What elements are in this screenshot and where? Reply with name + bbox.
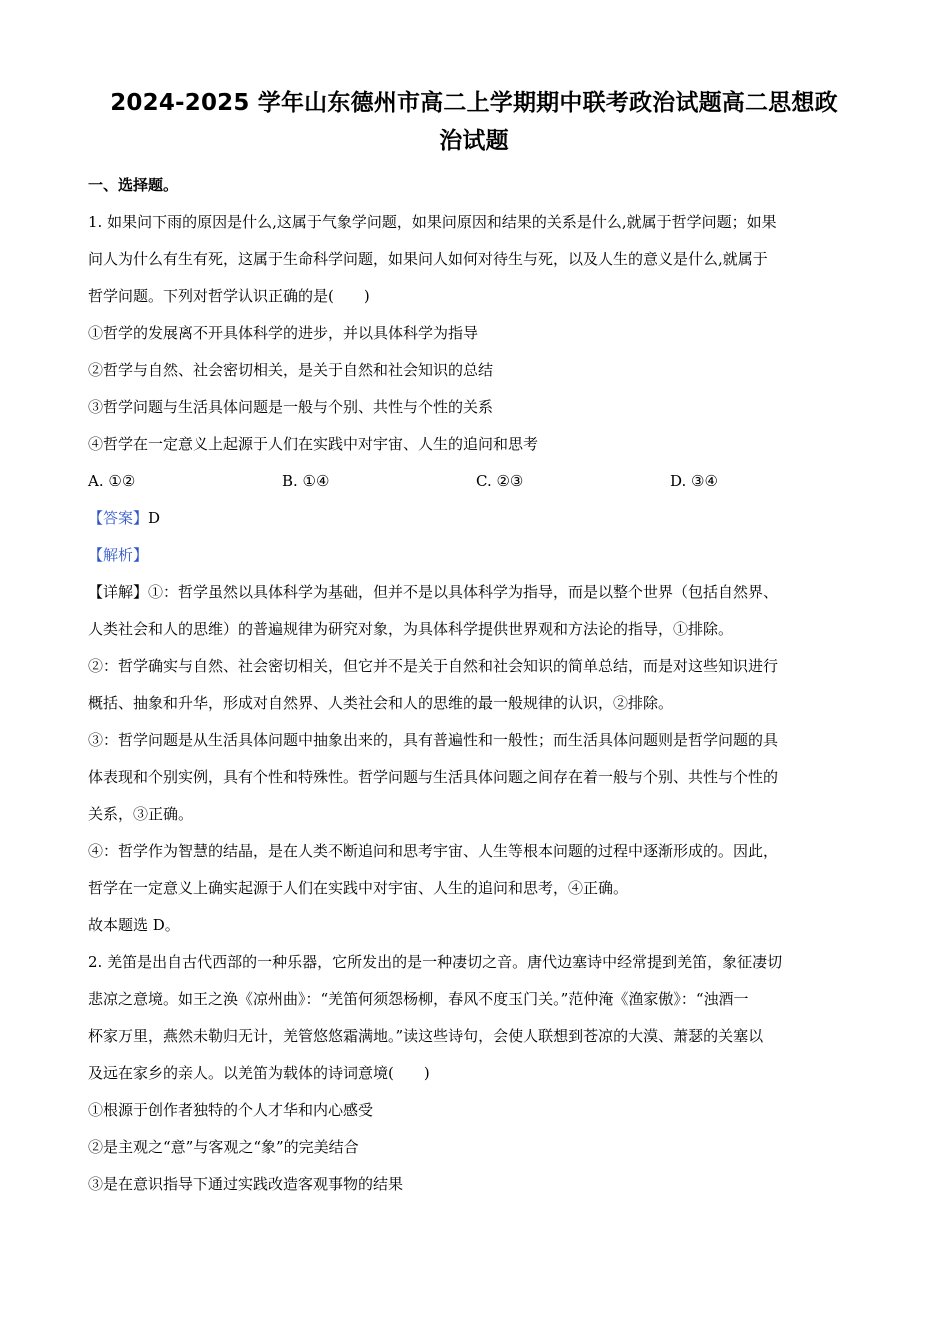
question-1-options bbox=[88, 463, 860, 500]
option-c: C. ②③ bbox=[476, 472, 524, 490]
detail-paragraph-2 bbox=[88, 648, 860, 722]
section-heading: 一、选择题。 bbox=[88, 176, 179, 194]
question-1-statement-1: ①哲学的发展离不开具体科学的进步，并以具体科学为指导 bbox=[88, 324, 479, 342]
detail-tag: 【详解】 bbox=[88, 583, 149, 601]
title-line-1: 2024-2025 学年山东德州市高二上学期期中联考政治试题高二思想政 bbox=[110, 90, 838, 116]
option-d: D. ③④ bbox=[670, 472, 718, 490]
detail-paragraph-1 bbox=[88, 574, 860, 648]
question-2-statement-1: ①根源于创作者独特的个人才华和内心感受 bbox=[88, 1101, 374, 1119]
question-1 bbox=[88, 204, 860, 944]
question-1-statement-3: ③哲学问题与生活具体问题是一般与个别、共性与个性的关系 bbox=[88, 398, 494, 416]
detail-paragraph-3 bbox=[88, 722, 860, 833]
detail-line: 关系，③正确。 bbox=[88, 805, 194, 823]
question-2-stem-line: 悲凉之意境。如王之涣《凉州曲》：“羌笛何须怨杨柳，春风不度玉门关。”范仲淹《渔家傲》：“浊酒一 bbox=[88, 990, 749, 1008]
analysis-tag: 【解析】 bbox=[88, 546, 149, 564]
question-1-stem-line: 1. 如果问下雨的原因是什么,这属于气象学问题，如果问原因和结果的关系是什么,就属于哲学问题；如果 bbox=[88, 213, 777, 231]
document-title bbox=[88, 84, 860, 160]
question-1-stem-line: 哲学问题。下列对哲学认识正确的是( ) bbox=[88, 287, 370, 305]
analysis-line bbox=[88, 537, 860, 574]
detail-line bbox=[88, 574, 860, 611]
title-line-2: 治试题 bbox=[439, 128, 509, 154]
detail-line: 概括、抽象和升华，形成对自然界、人类社会和人的思维的最一般规律的认识，②排除。 bbox=[88, 694, 674, 712]
question-1-statement-4: ④哲学在一定意义上起源于人们在实践中对宇宙、人生的追问和思考 bbox=[88, 435, 539, 453]
detail-line: ④：哲学作为智慧的结晶，是在人类不断追问和思考宇宙、人生等根本问题的过程中逐渐形成的。因此， bbox=[88, 842, 779, 860]
answer-value: D bbox=[148, 509, 161, 527]
question-2-stem bbox=[88, 944, 860, 1092]
question-1-statement-2: ②哲学与自然、社会密切相关，是关于自然和社会知识的总结 bbox=[88, 361, 494, 379]
question-2-stem-line: 2. 羌笛是出自古代西部的一种乐器，它所发出的是一种凄切之音。唐代边塞诗中经常提到羌笛，象征凄切 bbox=[88, 953, 783, 971]
question-2-stem-line: 及远在家乡的亲人。以羌笛为载体的诗词意境( ) bbox=[88, 1064, 430, 1082]
detail-text: ①：哲学虽然以具体科学为基础，但并不是以具体科学为指导，而是以整个世界（包括自然界、 bbox=[148, 583, 779, 601]
question-1-stem-line: 问人为什么有生有死，这属于生命科学问题，如果问人如何对待生与死，以及人生的意义是什么,就属于 bbox=[88, 250, 768, 268]
option-a: A. ①② bbox=[88, 472, 136, 490]
question-2-statement-2: ②是主观之“意”与客观之“象”的完美结合 bbox=[88, 1138, 359, 1156]
detail-line: ②：哲学确实与自然、社会密切相关，但它并不是关于自然和社会知识的简单总结，而是对这些知识进行 bbox=[88, 657, 779, 675]
question-2-statement-3: ③是在意识指导下通过实践改造客观事物的结果 bbox=[88, 1175, 404, 1193]
option-b: B. ①④ bbox=[282, 472, 330, 490]
detail-line: 人类社会和人的思维）的普遍规律为研究对象，为具体科学提供世界观和方法论的指导，①排除。 bbox=[88, 620, 734, 638]
answer-tag: 【答案】 bbox=[88, 509, 149, 527]
detail-line: ③：哲学问题是从生活具体问题中抽象出来的，具有普遍性和一般性；而生活具体问题则是哲学问题的具 bbox=[88, 731, 779, 749]
detail-paragraph-4 bbox=[88, 833, 860, 907]
question-2 bbox=[88, 944, 860, 1203]
answer-line bbox=[88, 500, 860, 537]
detail-line: 哲学在一定意义上确实起源于人们在实践中对宇宙、人生的追问和思考，④正确。 bbox=[88, 879, 629, 897]
question-1-stem bbox=[88, 204, 860, 315]
detail-line: 体表现和个别实例，具有个性和特殊性。哲学问题与生活具体问题之间存在着一般与个别、共性与个性的 bbox=[88, 768, 779, 786]
conclusion-line: 故本题选 D。 bbox=[88, 916, 180, 934]
question-2-stem-line: 杯家万里，燕然未勒归无计，羌管悠悠霜满地。”读这些诗句，会使人联想到苍凉的大漠、萧瑟的关塞以 bbox=[88, 1027, 764, 1045]
